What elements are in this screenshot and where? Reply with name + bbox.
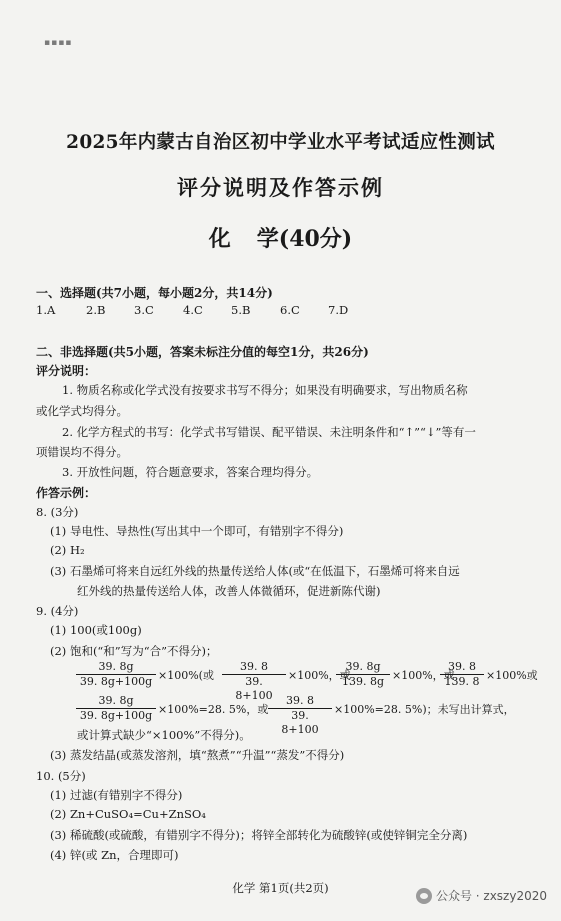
q8-answer-3-line-1: (3) 石墨烯可将来自远红外线的热量传送给人体(或“在低温下，石墨烯可将来自远: [50, 564, 460, 578]
q9-answer-3: (3) 蒸发结晶(或蒸发溶剂，填“熬煮”“升温”“蒸发”不得分): [50, 748, 345, 762]
watermark-text: 公众号 · zxszy2020: [435, 889, 547, 903]
note-2-line-2: 项错误均不得分。: [36, 445, 128, 459]
fraction-6: [268, 694, 332, 737]
q8-answer-1: (1) 导电性、导热性(写出其中一个即可，有错别字不得分): [50, 524, 344, 538]
note-3: 3. 开放性问题，符合题意要求，答案合理均得分。: [62, 465, 319, 479]
row1-text-2: ×100%，或: [288, 669, 351, 682]
q9-answer-2: (2) 饱和(“和”写为“合”不得分)；: [50, 644, 218, 658]
watermark: [416, 887, 547, 904]
row1-text-3: ×100%，或: [392, 669, 455, 682]
mc-answer-6: 6.C: [280, 303, 300, 317]
fraction-1: [76, 660, 156, 689]
page-footer: 化学 第1页(共2页): [232, 881, 329, 895]
note-1-line-2: 或化学式均得分。: [36, 404, 128, 418]
fraction-3-numerator: 39. 8g: [336, 660, 390, 675]
row1-text-1: ×100%(或: [158, 669, 214, 682]
fraction-3-denominator: 139. 8g: [341, 675, 385, 688]
mc-answer-2: 2.B: [86, 303, 106, 317]
fraction-5-numerator: 39. 8g: [76, 694, 156, 709]
fraction-6-numerator: 39. 8: [268, 694, 332, 709]
q9-answer-1: (1) 100(或100g): [50, 623, 142, 637]
fraction-5-denominator: 39. 8g+100g: [79, 709, 153, 722]
q10-answer-3: (3) 稀硫酸(或硫酸，有错别字不得分)；将锌全部转化为硫酸锌(或使锌铜完全分离): [50, 828, 468, 842]
q10-answer-4: (4) 锌(或 Zn，合理即可): [50, 848, 179, 862]
fraction-4-denominator: 139. 8: [444, 675, 480, 688]
note-2-line-1: 2. 化学方程式的书写：化学式书写错误、配平错误、未注明条件和“↑”“↓”等有一: [62, 425, 476, 439]
q9-heading: 9. (4分): [36, 604, 79, 618]
header-smudge: ▪▪▪▪: [44, 38, 73, 48]
fraction-4-numerator: 39. 8: [440, 660, 484, 675]
subject-char: 化: [208, 226, 231, 252]
row1-text-4: ×100%或: [486, 669, 538, 682]
fraction-4: [440, 660, 484, 689]
row2-text-2: ×100%=28. 5%)；未写出计算式，: [334, 703, 515, 716]
section2-heading: 二、非选择题(共5小题，答案未标注分值的每空1分，共26分): [36, 345, 369, 359]
mc-answer-1: 1.A: [36, 303, 56, 317]
fraction-1-numerator: 39. 8g: [76, 660, 156, 675]
q10-heading: 10. (5分): [36, 769, 86, 783]
exam-title: 2025年内蒙古自治区初中学业水平考试适应性测试: [66, 132, 495, 153]
q10-answer-1: (1) 过滤(有错别字不得分): [50, 788, 183, 802]
fraction-5: [76, 694, 156, 723]
fraction-6-denominator: 39. 8+100: [281, 709, 319, 736]
mc-answer-4: 4.C: [183, 303, 203, 317]
mc-answer-7: 7.D: [328, 303, 349, 317]
mc-answer-5: 5.B: [231, 303, 251, 317]
fraction-3: [336, 660, 390, 689]
scoring-notes-title: 评分说明：: [36, 364, 97, 378]
subject-rest: 学(40分): [256, 226, 353, 252]
fraction-2-numerator: 39. 8: [222, 660, 286, 675]
mc-answer-3: 3.C: [134, 303, 154, 317]
examples-title: 作答示例：: [36, 486, 97, 500]
row2-text-1: ×100%=28. 5%，或: [158, 703, 269, 716]
subject-title: [0, 222, 561, 253]
q10-answer-2: (2) Zn+CuSO₄=Cu+ZnSO₄: [50, 807, 206, 821]
fraction-2-denominator: 39. 8+100: [235, 675, 273, 702]
q9-answer-2-tail: 或计算式缺少“×100%”不得分)。: [77, 728, 251, 742]
section1-heading: 一、选择题(共7小题，每小题2分，共14分): [36, 286, 273, 300]
q8-answer-3-line-2: 红外线的热量传送给人体，改善人体微循环，促进新陈代谢): [77, 584, 381, 598]
wechat-icon: [416, 888, 432, 904]
fraction-1-denominator: 39. 8g+100g: [79, 675, 153, 688]
q8-heading: 8. (3分): [36, 505, 79, 519]
q8-answer-2: (2) H₂: [50, 543, 85, 557]
exam-subtitle: 评分说明及作答示例: [177, 175, 384, 200]
note-1-line-1: 1. 物质名称或化学式没有按要求书写不得分；如果没有明确要求，写出物质名称: [62, 383, 468, 397]
